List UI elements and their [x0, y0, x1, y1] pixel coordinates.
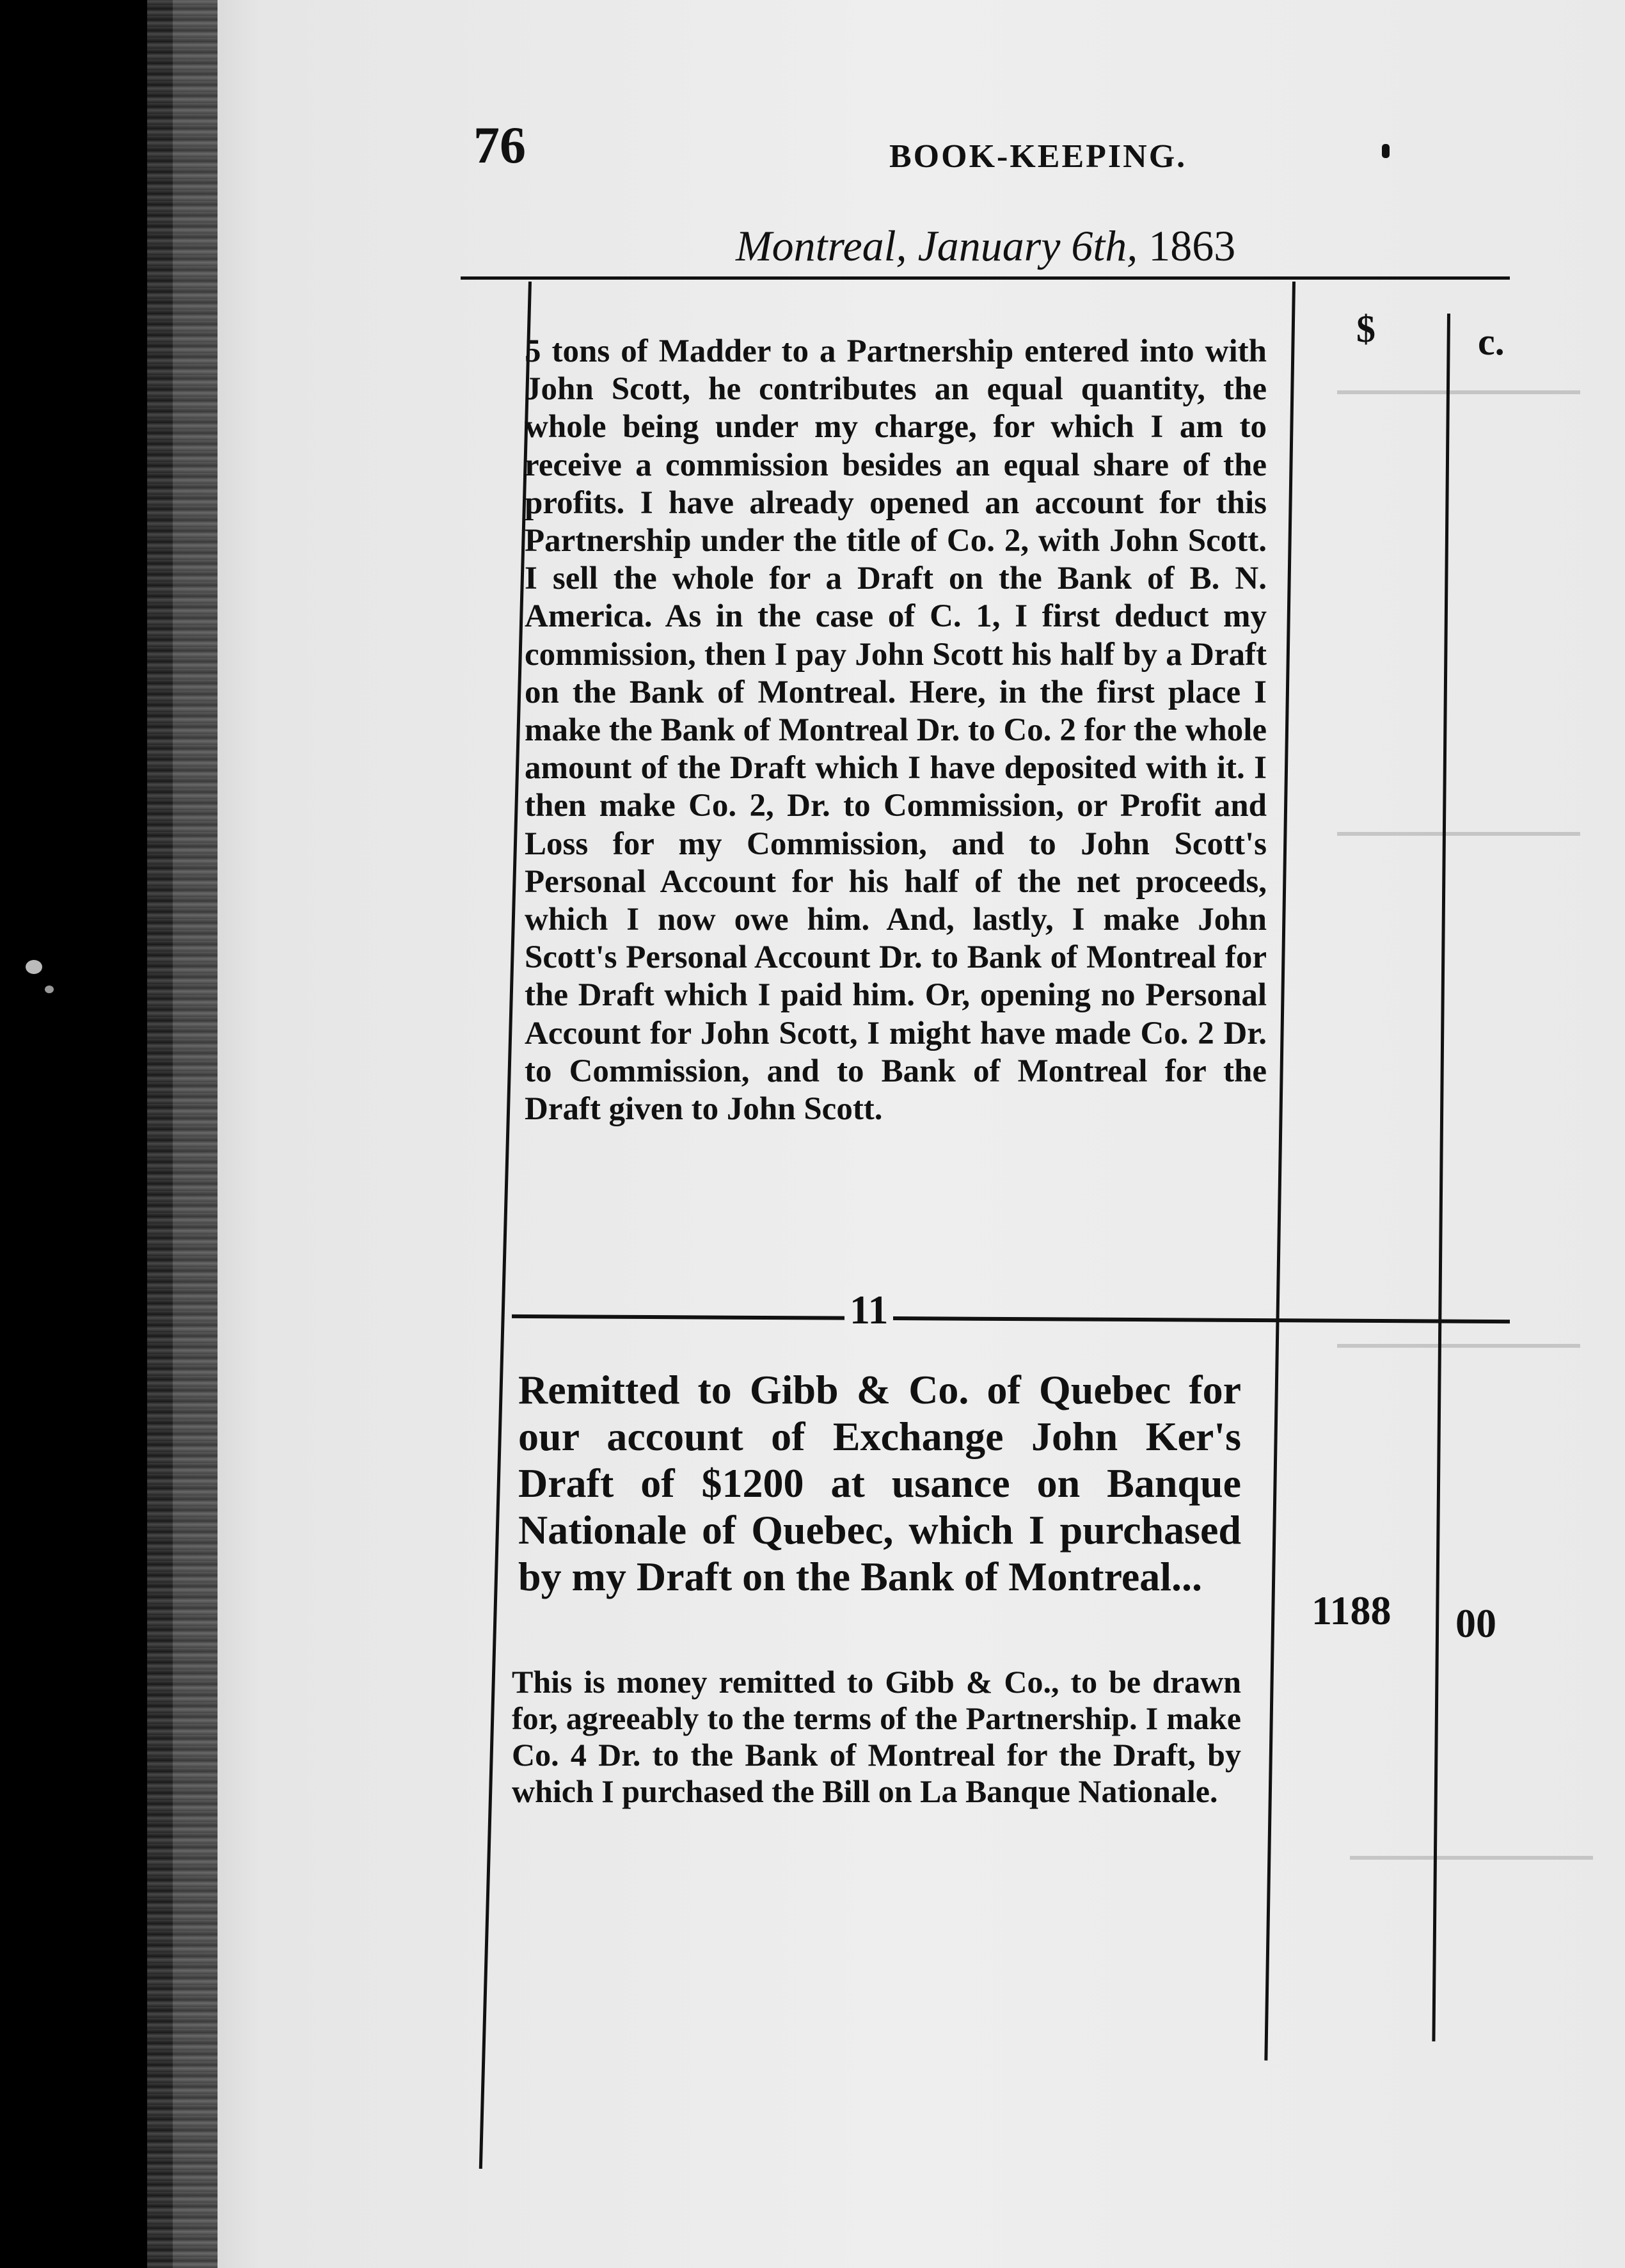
scan-speck	[26, 960, 42, 974]
entry-date	[736, 221, 1235, 271]
page-number: 76	[473, 116, 526, 174]
entry-dollars: 1188	[1312, 1588, 1391, 1633]
ink-dot	[1382, 144, 1390, 158]
date-month: January	[917, 221, 1061, 270]
entry-cents: 00	[1455, 1601, 1496, 1646]
date-day: 6th,	[1071, 221, 1138, 270]
entry-text: Remitted to Gibb & Co. of Quebec for our account of Exchange John Ker's Draft of $1200 at usance on Banque Nationale of Quebec, which I purchased by my Draft on the Bank of Montreal...	[518, 1367, 1241, 1599]
dollars-column-header: $	[1356, 308, 1375, 350]
cents-column-header: c.	[1478, 321, 1505, 363]
date-place: Montreal,	[736, 221, 907, 270]
day-number: 11	[844, 1286, 893, 1334]
top-rule	[461, 276, 1510, 280]
entry-text: 5 tons of Madder to a Partnership entered into with John Scott, he contributes an equal quantity, the whole being under my charge, for which I am to receive a commission besides an equal share of the profits. I have already opened an account for this Partnership under the title of Co. 2, with John Scott. I sell the whole for a Draft on the Bank of B. N. America. As in the case of C. 1, I first deduct my commission, then I pay John Scott his half by a Draft on the Bank of Montreal. Here, in the first place I make the Bank of Montreal Dr. to Co. 2 for the whole amount of the Draft which I have deposited with it. I then make Co. 2, Dr. to Commission, or Profit and Loss for my Commission, and to John Scott's Personal Account for his half of the net proceeds, which I now owe him. And, lastly, I make John Scott's Personal Account Dr. to Bank of Montreal for the Draft which I paid him. Or, opening no Personal Account for John Scott, I might have made Co. 2 Dr. to Commission, and to Bank of Montreal for the Draft given to John Scott.	[525, 333, 1267, 1128]
bleed-through-texture	[1312, 384, 1606, 2176]
running-title: BOOK-KEEPING.	[889, 138, 1187, 175]
date-year: 1863	[1148, 221, 1236, 270]
page-binding	[147, 0, 218, 2268]
entry-note: This is money remitted to Gibb & Co., to be drawn for, agreeably to the terms of the Partnership. I make Co. 4 Dr. to the Bank of Montreal for the Draft, by which I purchased the Bill on La Banque Nationale.	[512, 1664, 1241, 1809]
scan-margin	[0, 0, 147, 2268]
scan-speck	[45, 986, 54, 993]
